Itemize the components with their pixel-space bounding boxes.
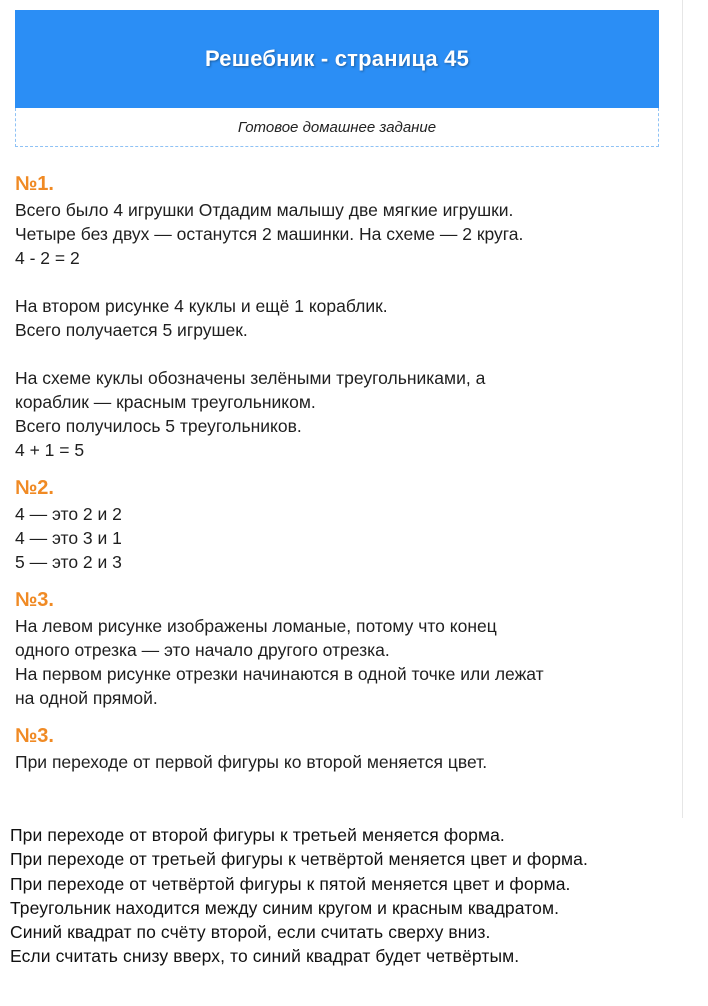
task-heading: №2. xyxy=(15,477,54,499)
subtitle-box xyxy=(15,108,659,147)
text-line: Если считать снизу вверх, то синий квадрат будет четвёртым. xyxy=(10,946,520,967)
text-line: Всего было 4 игрушки Отдадим малышу две мягкие игрушки. xyxy=(15,200,514,220)
text-line: При переходе от третьей фигуры к четвёртой меняется цвет и форма. xyxy=(10,849,588,870)
solutions-content xyxy=(15,172,675,774)
text-line: На первом рисунке отрезки начинаются в одной точке или лежат xyxy=(15,664,544,684)
header-banner xyxy=(15,10,659,108)
continuation-text xyxy=(10,823,708,969)
task-gap xyxy=(15,710,675,724)
task-heading: №3. xyxy=(15,589,54,611)
text-line: Всего получилось 5 треугольников. xyxy=(15,416,302,436)
paragraph-gap xyxy=(15,270,675,294)
text-line: 4 — это 2 и 2 xyxy=(15,504,122,524)
task-gap xyxy=(15,462,675,476)
text-line: На втором рисунке 4 куклы и ещё 1 кораблик. xyxy=(15,296,388,316)
text-line: Четыре без двух — останутся 2 машинки. На схеме — 2 круга. xyxy=(15,224,524,244)
paragraph-gap xyxy=(15,342,675,366)
text-line: Всего получается 5 игрушек. xyxy=(15,320,248,340)
text-line: При переходе от первой фигуры ко второй меняется цвет. xyxy=(15,752,488,772)
page-title: Решебник - страница 45 xyxy=(204,46,470,71)
text-line: одного отрезка — это начало другого отрезка. xyxy=(15,640,390,660)
task-heading: №3. xyxy=(15,725,54,747)
page-subtitle: Готовое домашнее задание xyxy=(237,118,437,136)
text-line: На схеме куклы обозначены зелёными треугольниками, а xyxy=(15,368,486,388)
text-line: на одной прямой. xyxy=(15,688,158,708)
task-gap xyxy=(15,574,675,588)
text-line: 4 — это 3 и 1 xyxy=(15,528,122,548)
text-line: Синий квадрат по счёту второй, если считать сверху вниз. xyxy=(10,922,491,943)
text-line: кораблик — красным треугольником. xyxy=(15,392,316,412)
task-heading: №1. xyxy=(15,173,54,195)
text-line: Треугольник находится между синим кругом и красным квадратом. xyxy=(10,897,560,918)
text-line: 4 - 2 = 2 xyxy=(15,248,80,268)
text-line: 4 + 1 = 5 xyxy=(15,440,85,460)
text-line: На левом рисунке изображены ломаные, потому что конец xyxy=(15,616,497,636)
task-3 xyxy=(15,588,675,710)
text-line: При переходе от второй фигуры к третьей меняется форма. xyxy=(10,825,505,845)
task-2 xyxy=(15,476,675,574)
task-4 xyxy=(15,724,675,774)
text-line: 5 — это 2 и 3 xyxy=(15,552,122,572)
task-1 xyxy=(15,172,675,462)
text-line: При переходе от четвёртой фигуры к пятой меняется цвет и форма. xyxy=(10,873,571,894)
